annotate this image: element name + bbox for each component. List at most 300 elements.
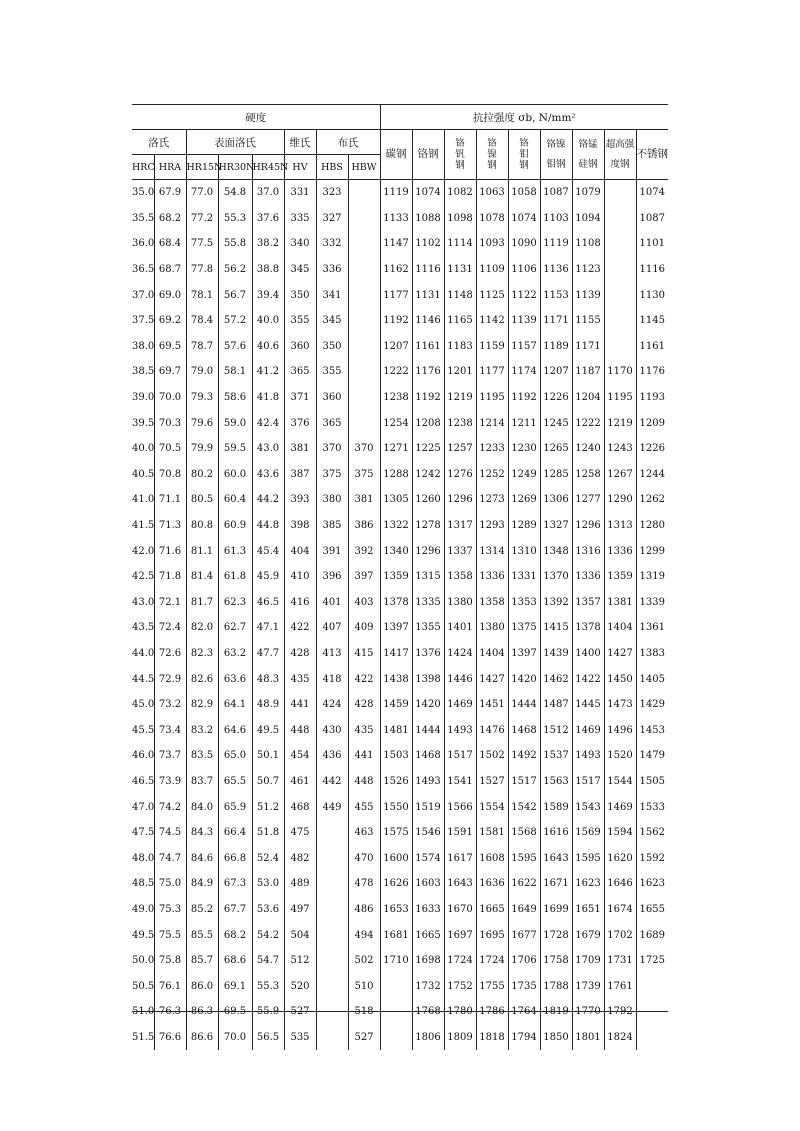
- steel-header: 不锈钢: [636, 130, 668, 180]
- table-cell: 70.0: [218, 1025, 252, 1051]
- table-row: [132, 590, 668, 616]
- table-cell: 1592: [636, 845, 668, 871]
- table-cell: 1090: [508, 231, 540, 257]
- table-cell: 370: [348, 436, 380, 462]
- table-cell: 350: [284, 282, 316, 308]
- table-cell: 1616: [540, 820, 572, 846]
- table-cell: 83.2: [186, 717, 218, 743]
- table-cell: 1649: [508, 897, 540, 923]
- table-cell: 1651: [572, 897, 604, 923]
- hr30n-header: HR30N: [218, 155, 252, 180]
- table-cell: 54.8: [218, 180, 252, 206]
- table-cell: 60.4: [218, 487, 252, 513]
- table-cell: 535: [284, 1025, 316, 1051]
- table-cell: 1788: [540, 973, 572, 999]
- table-cell: 1207: [380, 334, 412, 360]
- table-cell: 47.1: [252, 615, 284, 641]
- table-cell: 43.0: [252, 436, 284, 462]
- table-row: [132, 206, 668, 232]
- steel-header: 铬锰 硅钢: [572, 130, 604, 180]
- table-cell: 55.3: [252, 973, 284, 999]
- table-cell: 1728: [540, 922, 572, 948]
- table-cell: 350: [316, 334, 348, 360]
- table-cell: 1493: [444, 717, 476, 743]
- table-cell: 1424: [444, 641, 476, 667]
- table-cell: 68.7: [154, 257, 186, 283]
- table-cell: 79.3: [186, 385, 218, 411]
- table-cell: 1517: [572, 769, 604, 795]
- table-cell: 1277: [572, 487, 604, 513]
- table-cell: 1192: [380, 308, 412, 334]
- table-cell: 1420: [412, 692, 444, 718]
- table-cell: 1479: [636, 743, 668, 769]
- table-cell: 403: [348, 590, 380, 616]
- table-cell: 1568: [508, 820, 540, 846]
- table-cell: 53.6: [252, 897, 284, 923]
- table-cell: 66.4: [218, 820, 252, 846]
- table-cell: 1383: [636, 641, 668, 667]
- table-cell: 1520: [604, 743, 636, 769]
- table-cell: [316, 820, 348, 846]
- table-cell: 1147: [380, 231, 412, 257]
- table-cell: 1739: [572, 973, 604, 999]
- table-cell: 332: [316, 231, 348, 257]
- table-cell: 86.0: [186, 973, 218, 999]
- table-cell: 1098: [444, 206, 476, 232]
- table-cell: 1818: [476, 1025, 508, 1051]
- table-cell: 1752: [444, 973, 476, 999]
- table-cell: 45.5: [132, 724, 155, 736]
- table-cell: 35.0: [132, 187, 155, 199]
- table-cell: 69.0: [154, 282, 186, 308]
- table-cell: 355: [316, 359, 348, 385]
- table-cell: [316, 845, 348, 871]
- table-row: [132, 769, 668, 795]
- table-cell: 376: [284, 410, 316, 436]
- table-cell: 1732: [412, 973, 444, 999]
- table-cell: [348, 282, 380, 308]
- table-cell: 1427: [476, 666, 508, 692]
- table-row: [132, 410, 668, 436]
- table-cell: 1225: [412, 436, 444, 462]
- table-cell: 1355: [412, 615, 444, 641]
- table-cell: 1222: [380, 359, 412, 385]
- table-cell: 416: [284, 590, 316, 616]
- table-cell: 1209: [636, 410, 668, 436]
- table-cell: 1670: [444, 897, 476, 923]
- table-cell: 1397: [380, 615, 412, 641]
- table-cell: 55.3: [218, 206, 252, 232]
- table-cell: 386: [348, 513, 380, 539]
- table-cell: 38.5: [132, 366, 155, 378]
- table-cell: 1608: [476, 845, 508, 871]
- table-cell: 1187: [572, 359, 604, 385]
- table-cell: 1671: [540, 871, 572, 897]
- table-cell: 1681: [380, 922, 412, 948]
- table-cell: 397: [348, 564, 380, 590]
- table-cell: 415: [348, 641, 380, 667]
- table-cell: 78.1: [186, 282, 218, 308]
- table-cell: 1633: [412, 897, 444, 923]
- table-cell: 1176: [412, 359, 444, 385]
- table-cell: 46.0: [132, 750, 155, 762]
- table-row: [132, 820, 668, 846]
- table-cell: [348, 334, 380, 360]
- table-cell: 1473: [604, 692, 636, 718]
- table-cell: 75.3: [154, 897, 186, 923]
- table-cell: 1257: [444, 436, 476, 462]
- table-cell: 1591: [444, 820, 476, 846]
- table-cell: 76.3: [154, 999, 186, 1025]
- steel-header: 铬 钼 钢: [508, 130, 540, 180]
- table-row: [132, 180, 668, 206]
- table-cell: 1617: [444, 845, 476, 871]
- table-cell: 1622: [508, 871, 540, 897]
- table-cell: 1405: [636, 666, 668, 692]
- table-cell: 49.5: [132, 929, 155, 941]
- table-cell: 1280: [636, 513, 668, 539]
- table-row: [132, 513, 668, 539]
- table-cell: [316, 897, 348, 923]
- table-cell: 36.5: [132, 264, 155, 276]
- table-cell: 1082: [444, 180, 476, 206]
- table-cell: 56.2: [218, 257, 252, 283]
- table-cell: 1222: [572, 410, 604, 436]
- table-cell: 1214: [476, 410, 508, 436]
- table-cell: 1709: [572, 948, 604, 974]
- table-cell: 51.8: [252, 820, 284, 846]
- table-cell: 42.5: [132, 571, 155, 583]
- table-cell: 1450: [604, 666, 636, 692]
- table-cell: 1357: [572, 590, 604, 616]
- table-cell: 1079: [572, 180, 604, 206]
- table-cell: 69.1: [218, 973, 252, 999]
- table-cell: 1339: [636, 590, 668, 616]
- table-cell: 360: [316, 385, 348, 411]
- table-cell: 449: [316, 794, 348, 820]
- table-cell: 1359: [380, 564, 412, 590]
- table-cell: 1165: [444, 308, 476, 334]
- table-cell: 1116: [412, 257, 444, 283]
- table-cell: 1380: [444, 590, 476, 616]
- table-row: [132, 973, 668, 999]
- table-cell: [380, 1025, 412, 1051]
- steel-header: 碳钢: [380, 130, 412, 180]
- table-cell: 71.6: [154, 538, 186, 564]
- table-cell: 424: [316, 692, 348, 718]
- table-cell: 1278: [412, 513, 444, 539]
- table-cell: [348, 308, 380, 334]
- table-cell: 1801: [572, 1025, 604, 1051]
- table-cell: 1380: [476, 615, 508, 641]
- table-cell: 1493: [572, 743, 604, 769]
- table-cell: 84.6: [186, 845, 218, 871]
- table-cell: 345: [284, 257, 316, 283]
- table-cell: 62.7: [218, 615, 252, 641]
- table-cell: 37.5: [132, 315, 155, 327]
- steel-header: 铬钢: [412, 130, 444, 180]
- table-cell: 79.6: [186, 410, 218, 436]
- table-cell: 1183: [444, 334, 476, 360]
- table-cell: 68.4: [154, 231, 186, 257]
- table-cell: 1533: [636, 794, 668, 820]
- table-cell: 510: [348, 973, 380, 999]
- table-cell: 1429: [636, 692, 668, 718]
- table-cell: 58.6: [218, 385, 252, 411]
- table-cell: 1074: [412, 180, 444, 206]
- table-cell: 1094: [572, 206, 604, 232]
- table-cell: 1401: [444, 615, 476, 641]
- table-cell: 61.8: [218, 564, 252, 590]
- table-cell: 1123: [572, 257, 604, 283]
- table-cell: 1314: [476, 538, 508, 564]
- table-cell: 61.3: [218, 538, 252, 564]
- table-cell: 1260: [412, 487, 444, 513]
- table-cell: 1078: [476, 206, 508, 232]
- table-cell: 1398: [412, 666, 444, 692]
- table-cell: 38.2: [252, 231, 284, 257]
- table-cell: 335: [284, 206, 316, 232]
- table-cell: 1170: [604, 359, 636, 385]
- table-cell: 48.9: [252, 692, 284, 718]
- table-row: [132, 385, 668, 411]
- table-cell: 1101: [636, 231, 668, 257]
- table-cell: 1806: [412, 1025, 444, 1051]
- table-cell: 1381: [604, 590, 636, 616]
- table-cell: 1252: [476, 462, 508, 488]
- table-cell: 1074: [636, 180, 668, 206]
- tensile-strength-header: 抗拉强度 σb, N/mm²: [380, 105, 668, 130]
- table-cell: 1679: [572, 922, 604, 948]
- table-cell: 1446: [444, 666, 476, 692]
- table-cell: 1655: [636, 897, 668, 923]
- brinell-header: 布氏: [316, 130, 380, 155]
- table-cell: 69.5: [218, 999, 252, 1025]
- table-cell: 1451: [476, 692, 508, 718]
- table-cell: 1087: [540, 180, 572, 206]
- table-cell: [380, 973, 412, 999]
- table-cell: 41.2: [252, 359, 284, 385]
- table-cell: 341: [316, 282, 348, 308]
- table-cell: 49.5: [252, 717, 284, 743]
- table-cell: 380: [316, 487, 348, 513]
- steel-header: 铬镍 钼钢: [540, 130, 572, 180]
- table-cell: 45.0: [132, 699, 155, 711]
- table-cell: 74.2: [154, 794, 186, 820]
- table-cell: 84.3: [186, 820, 218, 846]
- table-cell: 454: [284, 743, 316, 769]
- table-cell: 1331: [508, 564, 540, 590]
- table-cell: 1289: [508, 513, 540, 539]
- table-cell: 1505: [636, 769, 668, 795]
- table-cell: 58.1: [218, 359, 252, 385]
- table-cell: 1348: [540, 538, 572, 564]
- table-row: [132, 231, 668, 257]
- table-cell: 1850: [540, 1025, 572, 1051]
- table-cell: 1177: [476, 359, 508, 385]
- table-cell: 1469: [572, 717, 604, 743]
- table-cell: 39.4: [252, 282, 284, 308]
- table-cell: 370: [316, 436, 348, 462]
- table-cell: 1161: [636, 334, 668, 360]
- table-cell: 42.0: [132, 545, 155, 557]
- table-cell: 1453: [636, 717, 668, 743]
- table-cell: 1594: [604, 820, 636, 846]
- table-cell: 482: [284, 845, 316, 871]
- table-cell: 345: [316, 308, 348, 334]
- table-cell: 44.5: [132, 673, 155, 685]
- table-cell: 527: [348, 1025, 380, 1051]
- table-cell: 1476: [476, 717, 508, 743]
- table-cell: [604, 180, 636, 206]
- table-cell: 1665: [412, 922, 444, 948]
- table-cell: [348, 231, 380, 257]
- table-cell: 1189: [540, 334, 572, 360]
- table-cell: 1358: [444, 564, 476, 590]
- table-cell: 1153: [540, 282, 572, 308]
- table-cell: 1161: [412, 334, 444, 360]
- table-cell: 365: [284, 359, 316, 385]
- table-cell: 52.4: [252, 845, 284, 871]
- table-cell: 435: [284, 666, 316, 692]
- table-cell: 1276: [444, 462, 476, 488]
- table-bottom-rule: [132, 1011, 668, 1012]
- table-cell: 1106: [508, 257, 540, 283]
- table-cell: 1550: [380, 794, 412, 820]
- table-cell: 1285: [540, 462, 572, 488]
- table-cell: 475: [284, 820, 316, 846]
- table-cell: 1541: [444, 769, 476, 795]
- table-cell: 430: [316, 717, 348, 743]
- vickers-header: 维氏: [284, 130, 316, 155]
- table-cell: 77.5: [186, 231, 218, 257]
- table-cell: 69.7: [154, 359, 186, 385]
- table-cell: 1238: [444, 410, 476, 436]
- table-cell: 46.5: [132, 775, 155, 787]
- table-cell: 41.5: [132, 520, 155, 532]
- table-cell: 1792: [604, 999, 636, 1025]
- table-cell: 73.9: [154, 769, 186, 795]
- table-cell: 1574: [412, 845, 444, 871]
- table-cell: 49.0: [132, 903, 155, 915]
- table-cell: 57.2: [218, 308, 252, 334]
- table-cell: 371: [284, 385, 316, 411]
- table-cell: 1340: [380, 538, 412, 564]
- table-cell: 396: [316, 564, 348, 590]
- table-cell: 1102: [412, 231, 444, 257]
- table-cell: 527: [284, 999, 316, 1025]
- table-cell: 40.5: [132, 468, 155, 480]
- table-cell: 1422: [572, 666, 604, 692]
- table-cell: 1397: [508, 641, 540, 667]
- table-cell: 65.0: [218, 743, 252, 769]
- table-cell: 1527: [476, 769, 508, 795]
- table-cell: 1114: [444, 231, 476, 257]
- table-cell: 60.0: [218, 462, 252, 488]
- table-cell: 44.0: [132, 647, 155, 659]
- table-cell: 62.3: [218, 590, 252, 616]
- table-cell: 1258: [572, 462, 604, 488]
- table-cell: 55.9: [252, 999, 284, 1025]
- table-cell: 327: [316, 206, 348, 232]
- hardness-header: 硬度: [132, 105, 380, 130]
- table-cell: 1702: [604, 922, 636, 948]
- table-cell: 422: [348, 666, 380, 692]
- table-cell: 1674: [604, 897, 636, 923]
- table-cell: 1710: [380, 948, 412, 974]
- table-cell: 1695: [476, 922, 508, 948]
- table-cell: 51.5: [132, 1031, 155, 1043]
- table-cell: 86.6: [186, 1025, 218, 1051]
- table-cell: 1336: [572, 564, 604, 590]
- table-cell: 82.9: [186, 692, 218, 718]
- table-cell: 1245: [540, 410, 572, 436]
- table-cell: 1542: [508, 794, 540, 820]
- table-cell: 82.3: [186, 641, 218, 667]
- table-cell: 461: [284, 769, 316, 795]
- table-cell: 80.8: [186, 513, 218, 539]
- table-cell: 1088: [412, 206, 444, 232]
- table-cell: 64.1: [218, 692, 252, 718]
- table-cell: 67.9: [154, 180, 186, 206]
- table-cell: 1404: [604, 615, 636, 641]
- table-cell: 78.7: [186, 334, 218, 360]
- table-cell: 1093: [476, 231, 508, 257]
- table-cell: 1242: [412, 462, 444, 488]
- table-cell: 50.0: [132, 955, 155, 967]
- table-cell: 72.1: [154, 590, 186, 616]
- table-cell: 1623: [572, 871, 604, 897]
- table-cell: [348, 206, 380, 232]
- table-cell: 1468: [412, 743, 444, 769]
- table-cell: 494: [348, 922, 380, 948]
- table-cell: 85.7: [186, 948, 218, 974]
- table-cell: 1824: [604, 1025, 636, 1051]
- table-cell: 365: [316, 410, 348, 436]
- table-cell: 1653: [380, 897, 412, 923]
- table-row: [132, 743, 668, 769]
- table-cell: 393: [284, 487, 316, 513]
- table-cell: 37.0: [132, 289, 155, 301]
- table-cell: 1563: [540, 769, 572, 795]
- table-cell: 76.1: [154, 973, 186, 999]
- table-cell: 448: [284, 717, 316, 743]
- table-cell: 43.5: [132, 622, 155, 634]
- table-cell: 1226: [636, 436, 668, 462]
- table-cell: 1794: [508, 1025, 540, 1051]
- table-cell: 1370: [540, 564, 572, 590]
- table-cell: 1211: [508, 410, 540, 436]
- table-cell: [316, 1025, 348, 1051]
- table-cell: 69.2: [154, 308, 186, 334]
- table-cell: 63.6: [218, 666, 252, 692]
- table-cell: 66.8: [218, 845, 252, 871]
- table-cell: 1420: [508, 666, 540, 692]
- table-cell: 1636: [476, 871, 508, 897]
- table-row: [132, 334, 668, 360]
- table-cell: 1335: [412, 590, 444, 616]
- table-cell: 1378: [380, 590, 412, 616]
- table-cell: 1162: [380, 257, 412, 283]
- table-cell: 1315: [412, 564, 444, 590]
- table-cell: 1271: [380, 436, 412, 462]
- table-cell: 70.0: [154, 385, 186, 411]
- table-cell: 1133: [380, 206, 412, 232]
- table-cell: 1267: [604, 462, 636, 488]
- table-cell: [604, 308, 636, 334]
- table-cell: 1087: [636, 206, 668, 232]
- table-cell: 391: [316, 538, 348, 564]
